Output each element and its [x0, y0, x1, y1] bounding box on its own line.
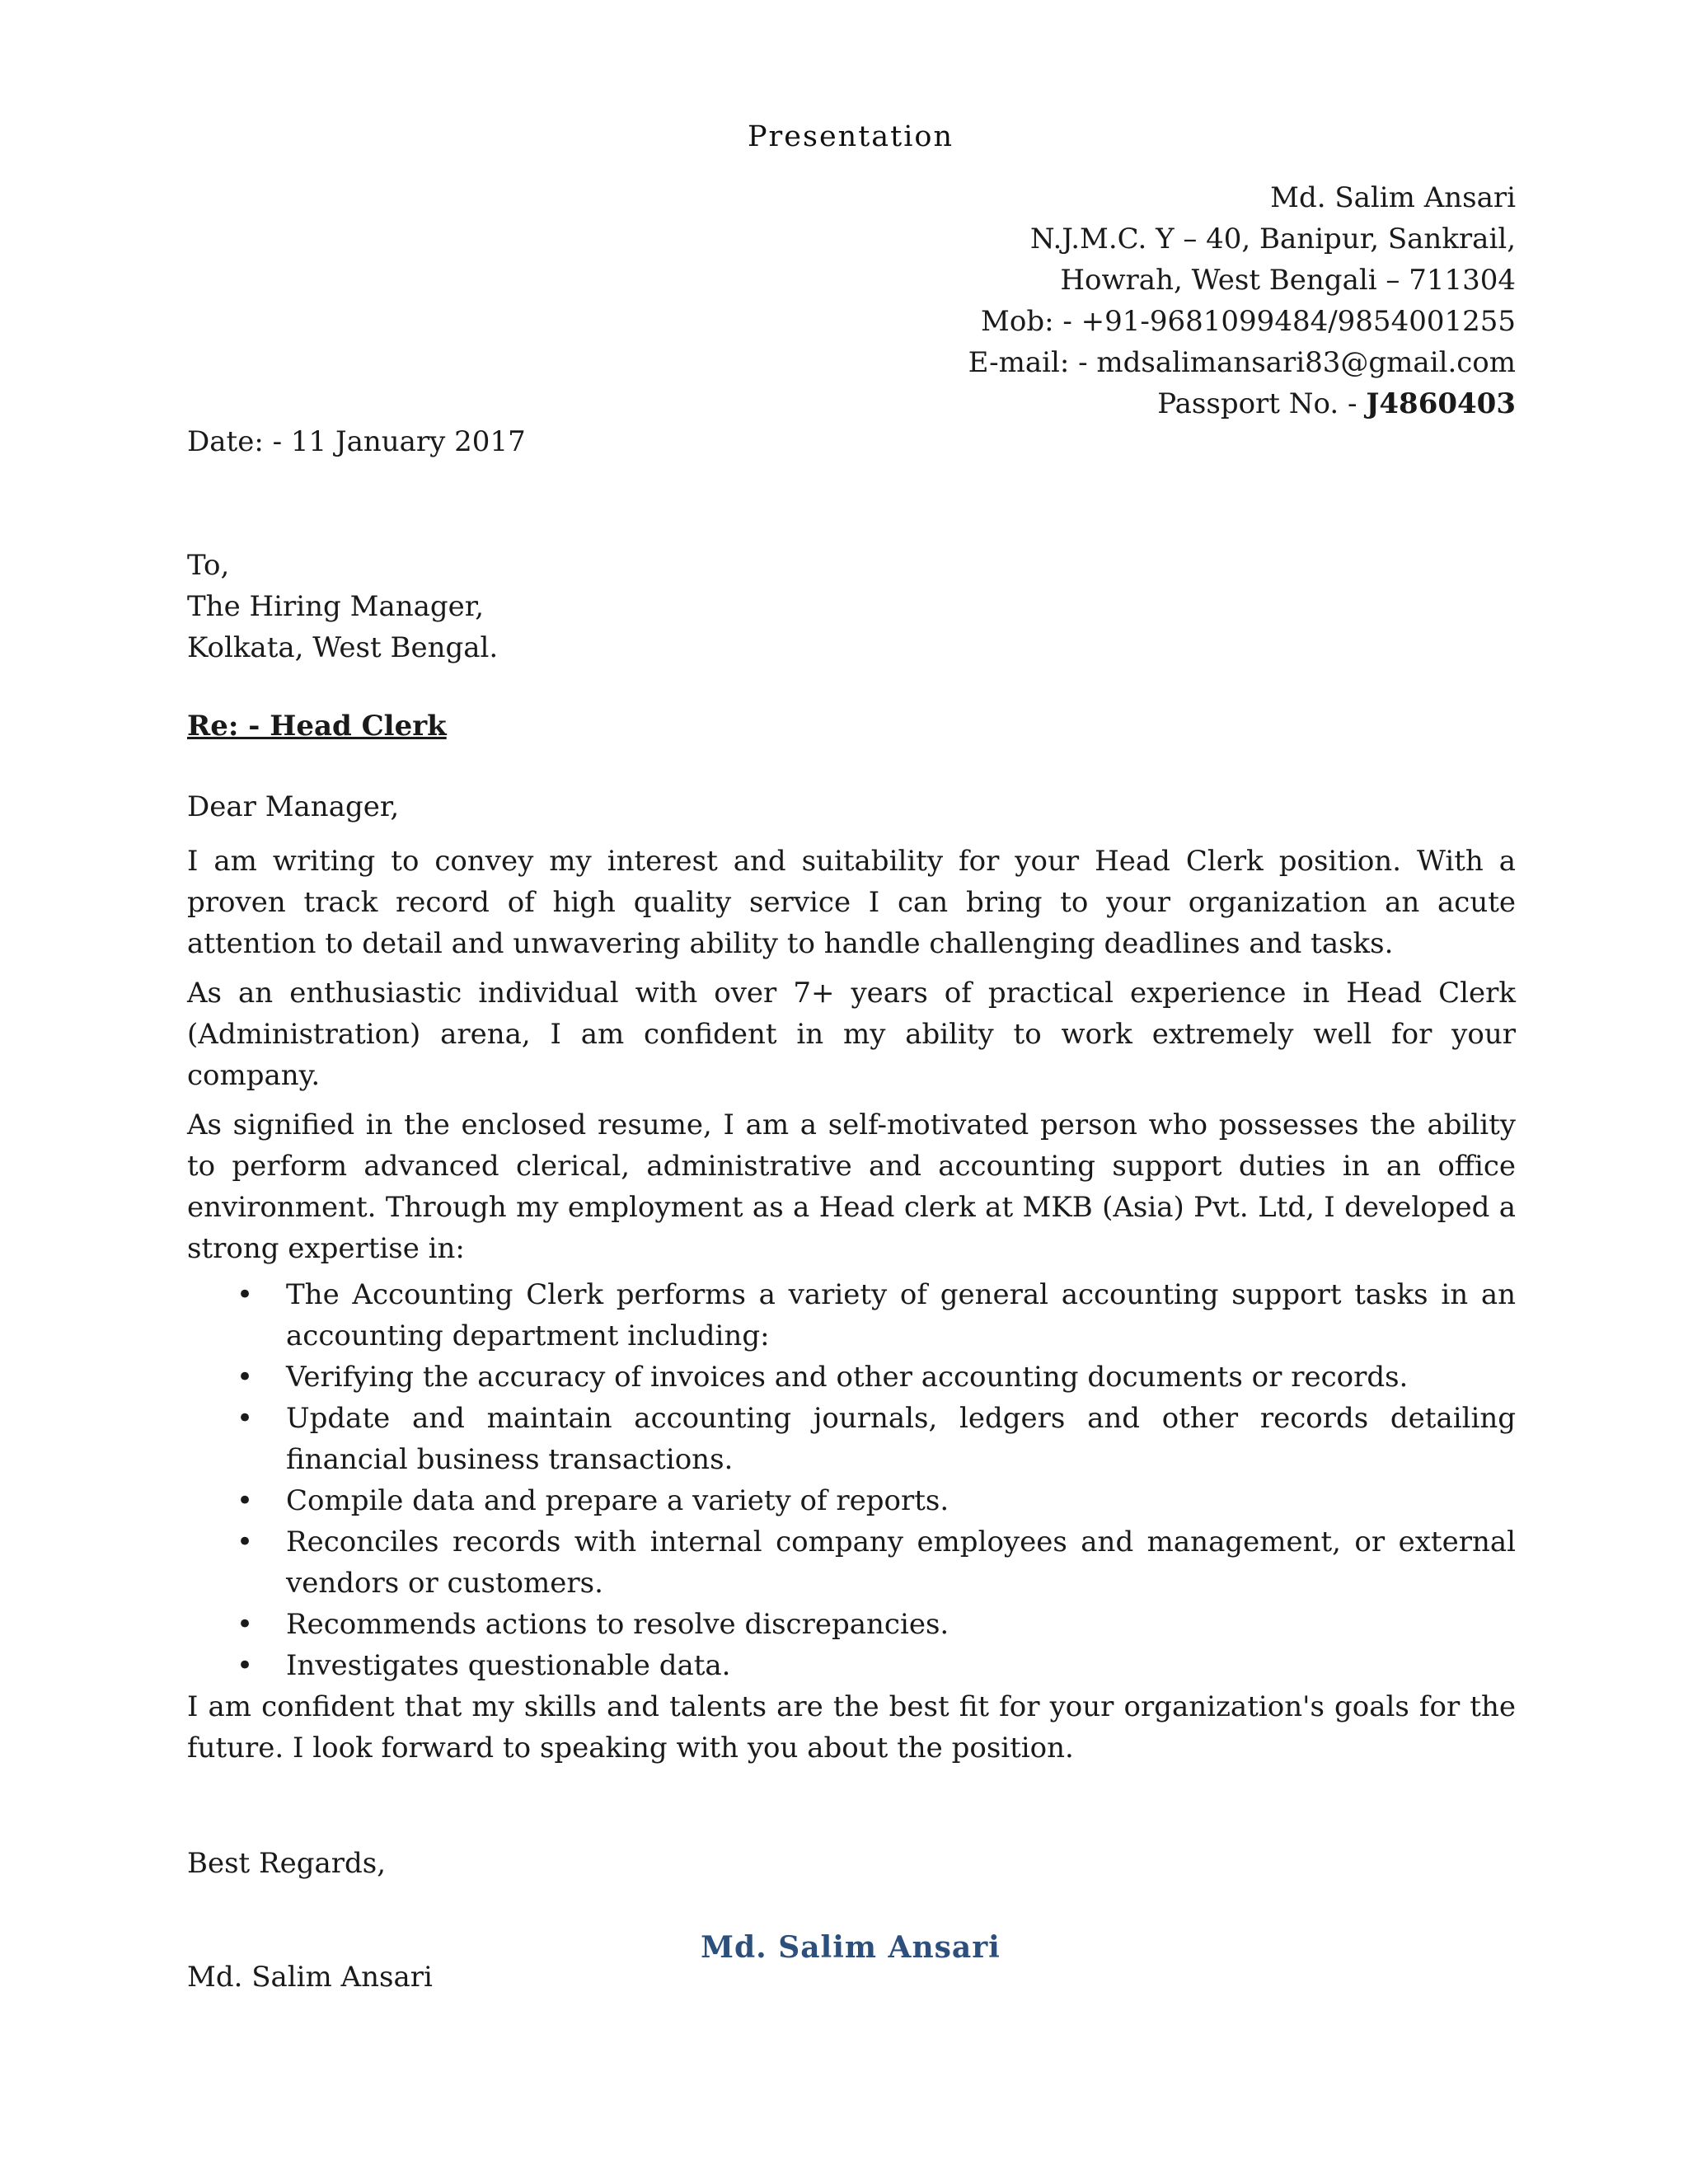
- list-item-text: The Accounting Clerk performs a variety of general accounting support tasks in an accounting department including:: [286, 1278, 1516, 1352]
- list-item: [187, 1398, 1516, 1480]
- bullet-icon: •: [237, 1526, 254, 1558]
- list-item-text: Recommends actions to resolve discrepancies.: [286, 1608, 950, 1641]
- sender-mobile: Mob: - +91-9681099484/9854001255: [981, 305, 1516, 338]
- body-paragraph-2: As an enthusiastic individual with over 7+ years of practical experience in Head Clerk (Administration) arena, I am confident in my ability to work extremely well for your company.: [187, 977, 1516, 1092]
- sender-passport: [968, 383, 1516, 424]
- body-paragraph-1: I am writing to convey my interest and suitability for your Head Clerk position. With a proven track record of high quality service I can bring to your organization an acute attention to detail and unwavering ability to handle challenging deadlines and tasks.: [187, 845, 1516, 960]
- list-item: [187, 1521, 1516, 1604]
- letter-body: [187, 421, 1516, 1998]
- passport-label: Passport No. -: [1157, 387, 1367, 420]
- list-item: [187, 1274, 1516, 1357]
- expertise-list: [187, 1274, 1516, 1686]
- recipient-line2: The Hiring Manager,: [187, 590, 485, 623]
- list-item: [187, 1604, 1516, 1645]
- sender-address-line2: Howrah, West Bengali – 711304: [1060, 264, 1516, 297]
- list-item-text: Verifying the accuracy of invoices and other accounting documents or records.: [286, 1361, 1409, 1394]
- sign-off: Best Regards,: [187, 1847, 387, 1880]
- sender-address-block: [968, 177, 1516, 424]
- sender-name: Md. Salim Ansari: [1270, 181, 1516, 214]
- list-item-text: Reconciles records with internal company employees and management, or external vendors or customers.: [286, 1526, 1516, 1600]
- recipient-block: [187, 545, 1516, 668]
- bullet-icon: •: [237, 1484, 254, 1517]
- letter-date: Date: - 11 January 2017: [187, 425, 526, 458]
- bullet-icon: •: [237, 1278, 254, 1311]
- sender-address-line1: N.J.M.C. Y – 40, Banipur, Sankrail,: [1029, 223, 1516, 255]
- list-item: [187, 1357, 1516, 1398]
- passport-number: J4860403: [1366, 387, 1516, 420]
- bullet-icon: •: [237, 1402, 254, 1435]
- list-item-text: Investigates questionable data.: [286, 1649, 731, 1682]
- document-heading: Presentation: [747, 120, 954, 153]
- spacer: [187, 462, 1516, 545]
- sender-email: E-mail: - mdsalimansari83@gmail.com: [968, 346, 1516, 379]
- closing-paragraph: I am confident that my skills and talents are the best fit for your organization's goals for the future. I look forward to speaking with you about the position.: [187, 1690, 1516, 1765]
- signature-name: Md. Salim Ansari: [187, 1961, 433, 1994]
- salutation: Dear Manager,: [187, 790, 400, 823]
- body-paragraph-3: As signified in the enclosed resume, I am a self-motivated person who possesses the ability to perform advanced clerical, administrative and accounting support duties in an office environment. Through my employment as a Head clerk at MKB (Asia) Pvt. Ltd, I developed a strong expertise in:: [187, 1108, 1516, 1265]
- recipient-line3: Kolkata, West Bengal.: [187, 631, 499, 664]
- bullet-icon: •: [237, 1649, 254, 1682]
- subject-line: Re: - Head Clerk: [187, 710, 447, 743]
- footer-name: Md. Salim Ansari: [701, 1930, 1001, 1965]
- list-item: [187, 1480, 1516, 1521]
- list-item-text: Compile data and prepare a variety of reports.: [286, 1484, 950, 1517]
- bullet-icon: •: [237, 1608, 254, 1641]
- list-item-text: Update and maintain accounting journals, ledgers and other records detailing financial business transactions.: [286, 1402, 1516, 1476]
- bullet-icon: •: [237, 1361, 254, 1394]
- recipient-line1: To,: [187, 549, 230, 582]
- list-item: [187, 1645, 1516, 1686]
